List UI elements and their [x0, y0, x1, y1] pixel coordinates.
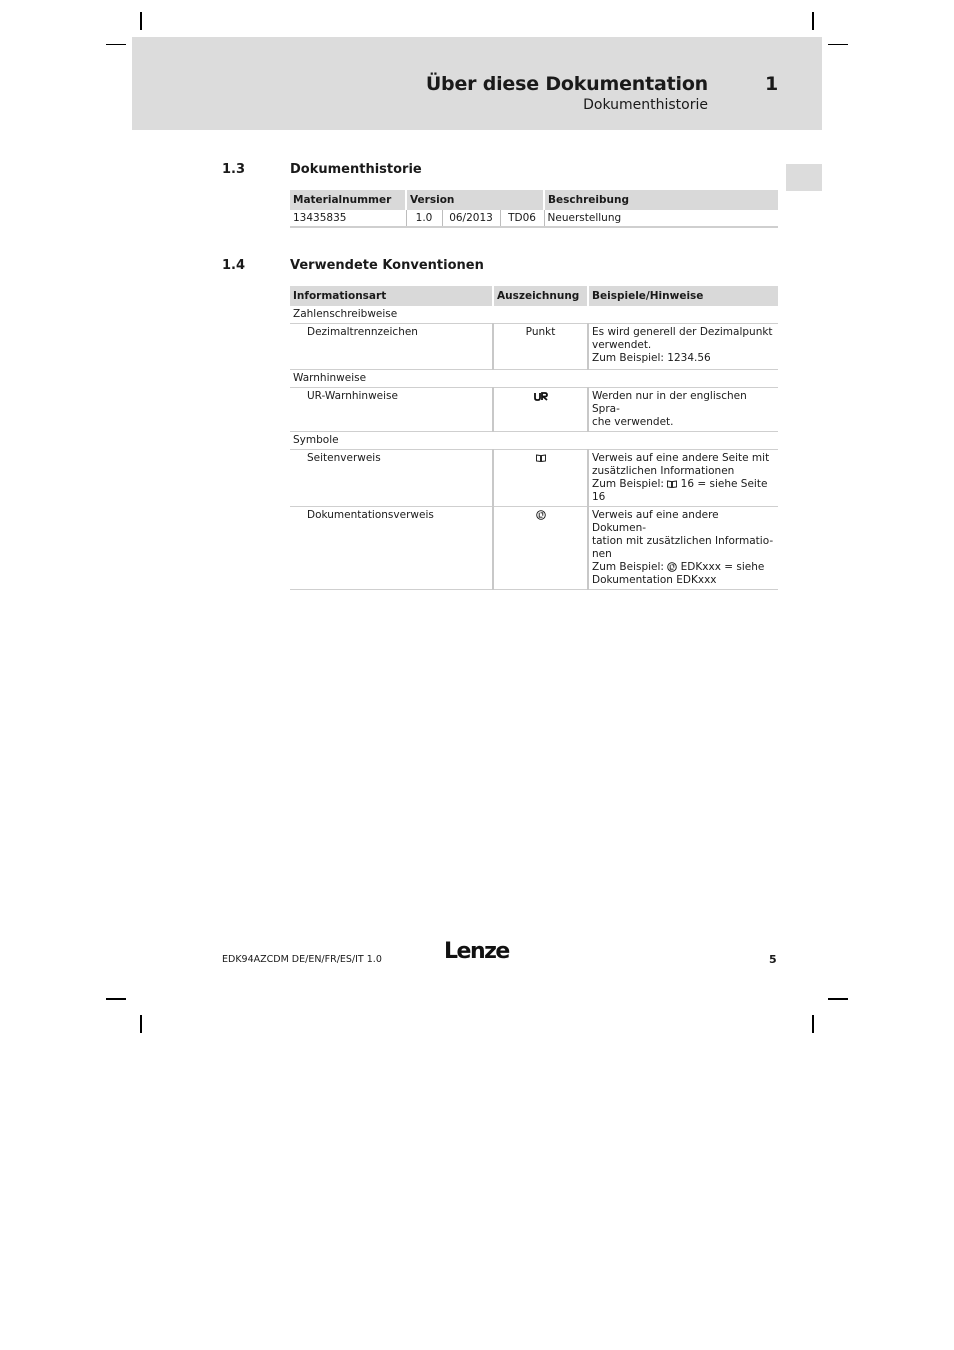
- material-number: 13435835: [290, 210, 406, 227]
- document-history-table: [290, 190, 778, 228]
- table-header-row: [290, 190, 778, 210]
- marking: Punkt: [493, 324, 588, 370]
- page-number: 5: [769, 953, 777, 966]
- marking: [493, 450, 588, 507]
- example-line: [592, 561, 775, 574]
- table-row: [290, 507, 778, 590]
- marking: [493, 388, 588, 432]
- information-type: Dezimaltrennzeichen: [290, 324, 493, 370]
- examples-notes: [588, 388, 778, 432]
- information-type: Seitenverweis: [290, 450, 493, 507]
- note-line: verwendet.: [592, 339, 652, 351]
- document-reference-icon: [667, 562, 677, 572]
- column-header: Informationsart: [290, 286, 493, 306]
- lenze-logo: Lenze: [444, 939, 509, 964]
- column-header: Beispiele/Hinweise: [588, 286, 778, 306]
- example-suffix: EDKxxx = siehe: [680, 561, 765, 573]
- document-reference-icon: [536, 510, 546, 520]
- description: Neuerstellung: [544, 210, 778, 227]
- crop-mark: [828, 44, 848, 45]
- group-label: Symbole: [290, 432, 778, 450]
- section-title: Dokumenthistorie: [290, 162, 422, 177]
- group-row: [290, 370, 778, 388]
- footer-document-code: EDK94AZCDM DE/EN/FR/ES/IT 1.0: [222, 954, 382, 965]
- group-row: [290, 432, 778, 450]
- example-line: [592, 478, 775, 504]
- table-row: [290, 210, 778, 227]
- column-header: Materialnummer: [290, 190, 406, 210]
- examples-notes: [588, 324, 778, 370]
- version-number: 1.0: [406, 210, 442, 227]
- note-line: Es wird generell der Dezimalpunkt: [592, 326, 773, 338]
- crop-mark: [140, 1015, 142, 1033]
- example-prefix: Zum Beispiel:: [592, 478, 664, 490]
- section-title: Verwendete Konventionen: [290, 258, 484, 273]
- chapter-title: Über diese Dokumentation: [425, 73, 708, 95]
- example-suffix: 16 = siehe Seite 16: [592, 478, 768, 503]
- examples-notes: [588, 450, 778, 507]
- table-row: [290, 324, 778, 370]
- note-line: Werden nur in der englischen Spra-: [592, 390, 747, 415]
- book-icon: [536, 454, 546, 462]
- section-number: 1.3: [222, 162, 246, 177]
- note-line: Verweis auf eine andere Dokumen-: [592, 509, 719, 534]
- note-line: che verwendet.: [592, 416, 674, 428]
- table-row: [290, 450, 778, 507]
- example-line: Dokumentation EDKxxx: [592, 574, 717, 586]
- example-prefix: Zum Beispiel:: [592, 561, 664, 573]
- note-line: Zum Beispiel: 1234.56: [592, 352, 711, 364]
- crop-mark: [828, 998, 848, 1000]
- column-header: Auszeichnung: [493, 286, 588, 306]
- crop-mark: [106, 44, 126, 45]
- section-number: 1.4: [222, 258, 246, 273]
- chapter-side-tab: [786, 164, 822, 191]
- table-row: [290, 388, 778, 432]
- column-header: Version: [406, 190, 544, 210]
- group-label: Warnhinweise: [290, 370, 778, 388]
- examples-notes: [588, 507, 778, 590]
- crop-mark: [106, 998, 126, 1000]
- information-type: UR-Warnhinweise: [290, 388, 493, 432]
- marking: [493, 507, 588, 590]
- crop-mark: [140, 12, 142, 30]
- version-code: TD06: [500, 210, 544, 227]
- version-date: 06/2013: [442, 210, 500, 227]
- information-type: Dokumentationsverweis: [290, 507, 493, 590]
- conventions-table: [290, 286, 778, 590]
- chapter-number: 1: [765, 73, 779, 95]
- crop-mark: [812, 1015, 814, 1033]
- crop-mark: [812, 12, 814, 30]
- note-line: zusätzlichen Informationen: [592, 465, 735, 477]
- book-icon: [667, 480, 677, 488]
- column-header: Beschreibung: [544, 190, 778, 210]
- chapter-subtitle: Dokumenthistorie: [583, 97, 708, 113]
- table-header-row: [290, 286, 778, 306]
- ur-mark-icon: [534, 390, 548, 402]
- group-label: Zahlenschreibweise: [290, 306, 778, 324]
- note-line: Verweis auf eine andere Seite mit: [592, 452, 770, 464]
- group-row: [290, 306, 778, 324]
- note-line: tation mit zusätzlichen Informatio-: [592, 535, 774, 547]
- note-line: nen: [592, 548, 612, 560]
